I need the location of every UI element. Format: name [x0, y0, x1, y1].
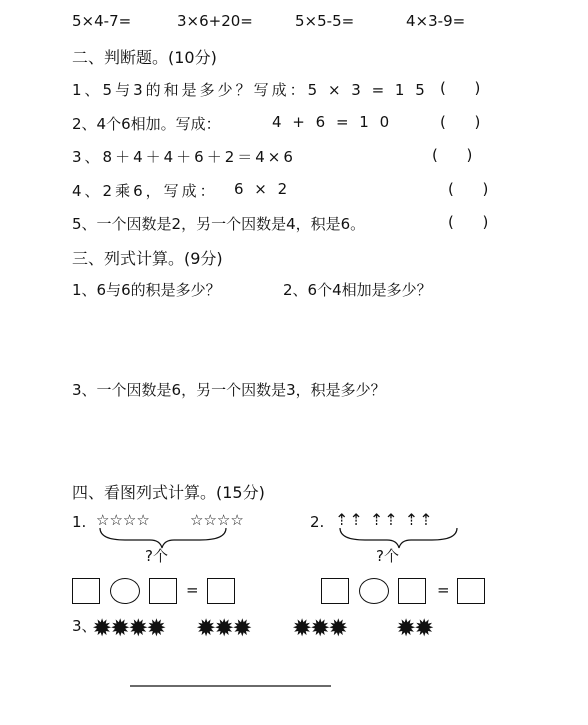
question-label-1: ?个	[145, 547, 168, 565]
judge-item-3: 3、8＋4＋4＋6＋2＝4×6	[72, 148, 296, 166]
equals-sign-1: =	[186, 581, 199, 599]
picture-problem-3-label: 3、	[72, 617, 97, 635]
judge-item-2: 2、4个6相加。写成：	[72, 115, 221, 133]
judge-item-1: 1、5与3的和是多少？写成：5 × 3 = 1 5	[72, 81, 428, 99]
answer-box-1a[interactable]	[72, 578, 100, 604]
answer-box-1b[interactable]	[149, 578, 177, 604]
equals-sign-2: =	[437, 581, 450, 599]
section2-heading: 二、判断题。(10分)	[72, 48, 217, 67]
answer-paren-2[interactable]: ( )	[440, 113, 481, 131]
question-label-2: ?个	[376, 547, 399, 565]
sun-group-3: ✹✹✹	[292, 614, 347, 642]
judge-item-2-expr: 4 + 6 = 1 0	[272, 113, 393, 131]
section4-heading: 四、看图列式计算。(15分)	[72, 483, 265, 502]
arrow-icons-group: ⇡⇡ ⇡⇡ ⇡⇡	[335, 510, 434, 529]
picture-problem-2-label: 2.	[310, 513, 325, 531]
answer-paren-1[interactable]: ( )	[440, 79, 481, 97]
answer-paren-3[interactable]: ( )	[432, 146, 473, 164]
answer-paren-5[interactable]: ( )	[448, 213, 489, 231]
judge-item-4-expr: 6 × 2	[234, 180, 291, 198]
sun-group-4: ✹✹	[396, 614, 433, 642]
calc-question-2: 2、6个4相加是多少？	[283, 281, 432, 299]
operator-oval-1[interactable]	[110, 578, 140, 604]
calc-question-1: 1、6与6的积是多少？	[72, 281, 221, 299]
picture-problem-1-label: 1.	[72, 513, 87, 531]
section3-heading: 三、列式计算。(9分)	[72, 249, 223, 268]
operator-oval-2[interactable]	[359, 578, 389, 604]
sun-group-2: ✹✹✹	[196, 614, 251, 642]
judge-item-5: 5、一个因数是2，另一个因数是4，积是6。	[72, 215, 366, 233]
star-group-a: ☆☆☆☆	[96, 511, 150, 529]
answer-box-1c[interactable]	[207, 578, 235, 604]
expr-4: 4×3-9=	[406, 12, 466, 30]
expr-2: 3×6+20=	[177, 12, 253, 30]
calc-question-3: 3、一个因数是6，另一个因数是3，积是多少？	[72, 381, 386, 399]
answer-paren-4[interactable]: ( )	[448, 180, 489, 198]
expr-3: 5×5-5=	[295, 12, 355, 30]
star-group-b: ☆☆☆☆	[190, 511, 244, 529]
answer-box-2c[interactable]	[457, 578, 485, 604]
judge-item-4: 4、2乘6，写成：	[72, 182, 218, 200]
answer-box-2a[interactable]	[321, 578, 349, 604]
sun-group-1: ✹✹✹✹	[92, 614, 165, 642]
expr-1: 5×4-7=	[72, 12, 132, 30]
answer-box-2b[interactable]	[398, 578, 426, 604]
